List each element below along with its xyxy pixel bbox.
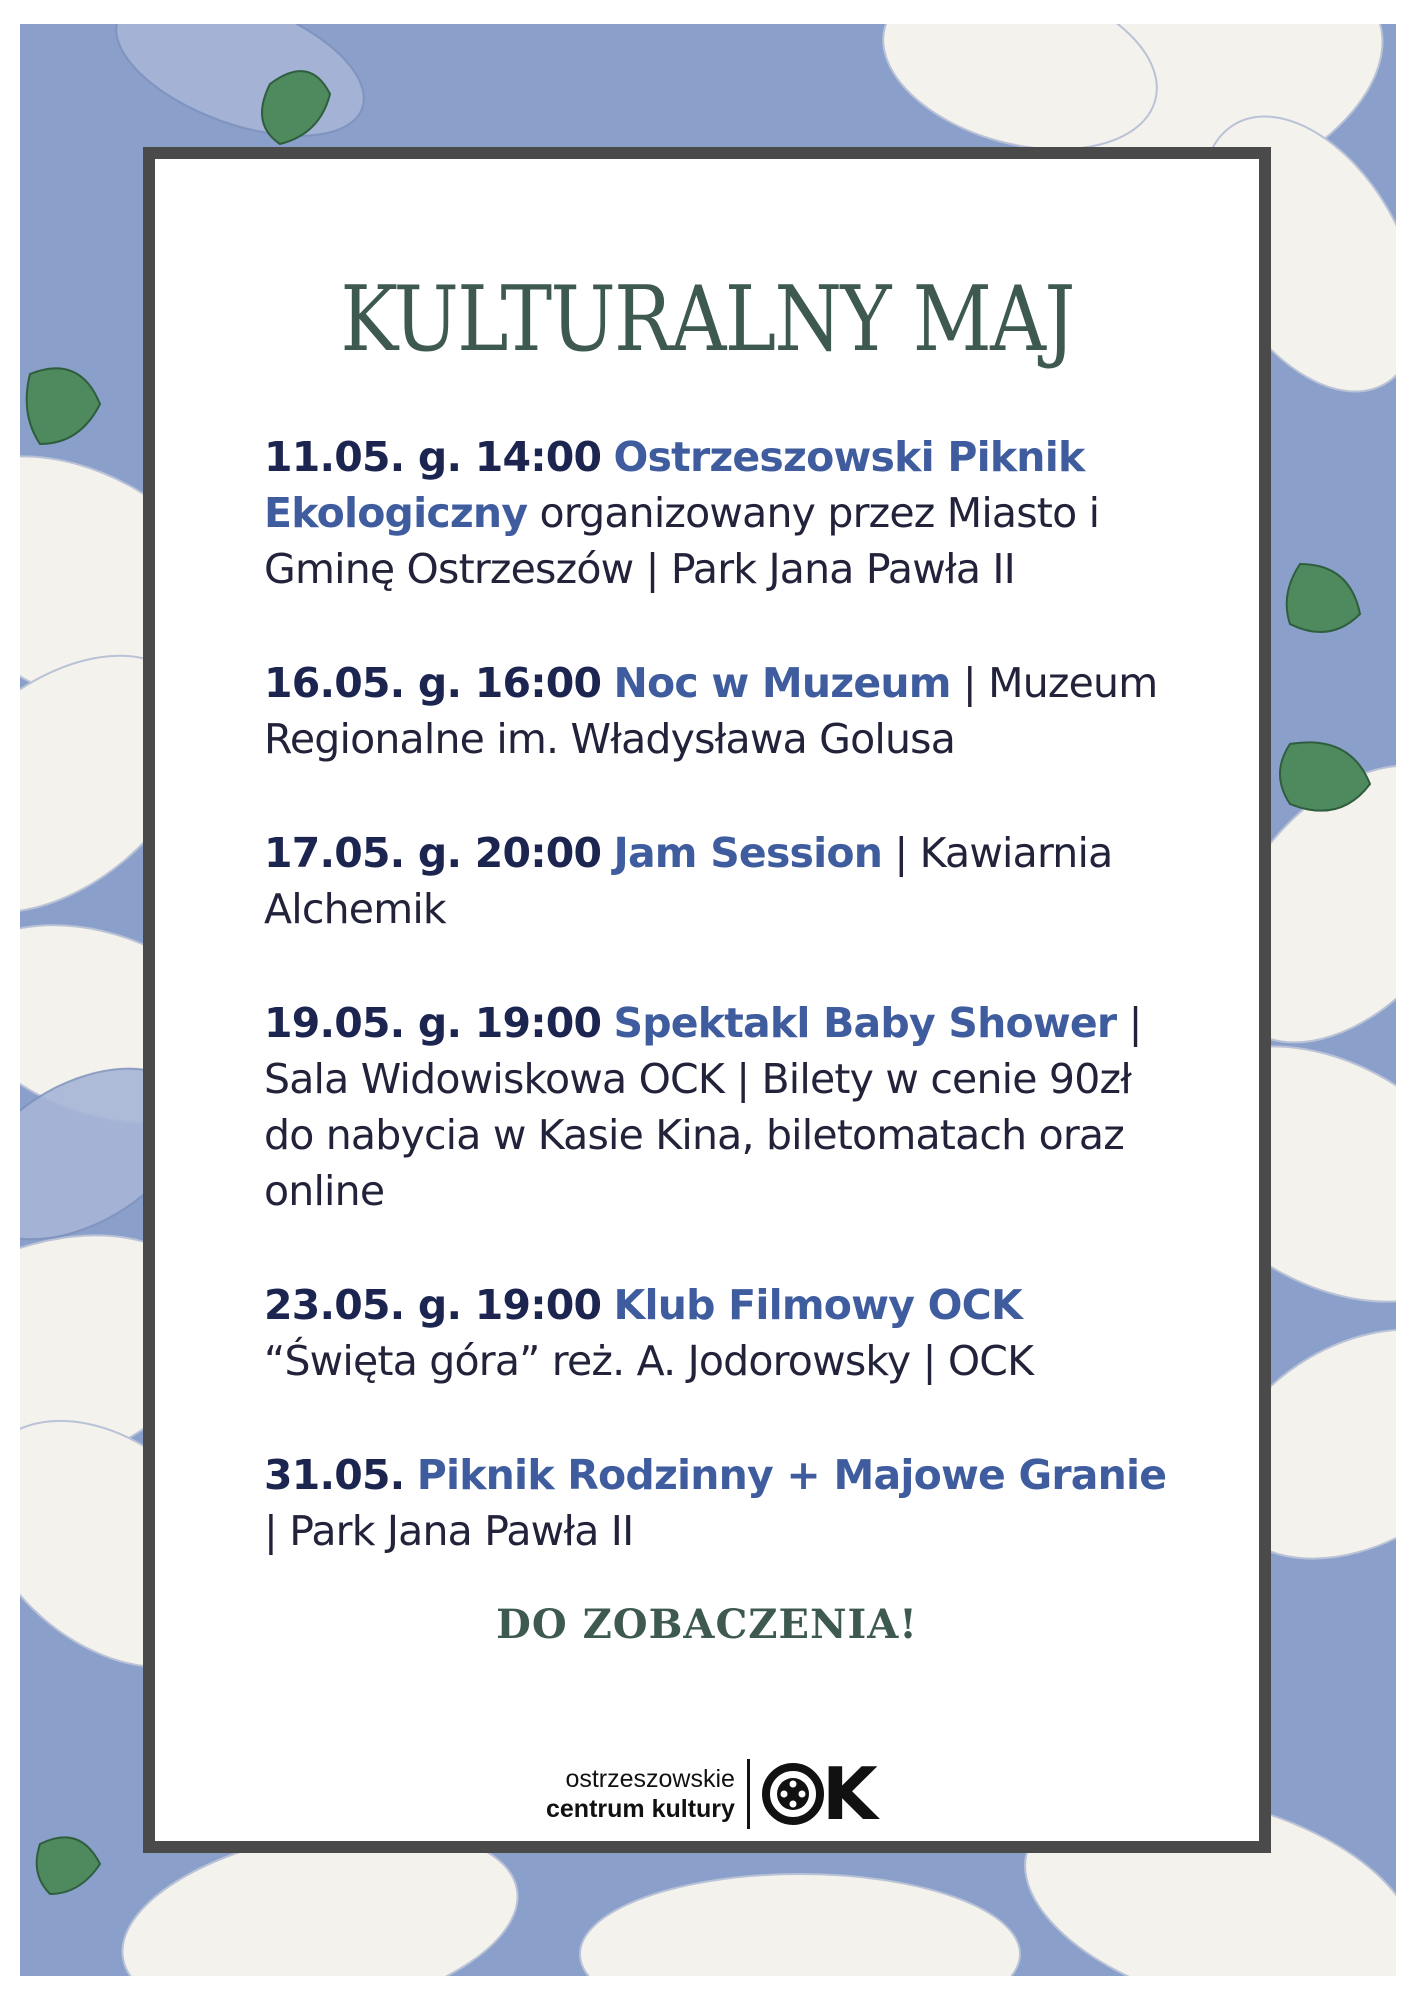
event-item [264, 1447, 1184, 1559]
event-date: 17.05. g. 20:00 [264, 829, 602, 877]
event-description: | Sala Widowiskowa OCK | Bilety w cenie 90zł do nabycia w Kasie Kina, biletomatach oraz online [264, 999, 1142, 1215]
event-item [264, 655, 1184, 767]
event-date: 31.05. [264, 1451, 405, 1499]
event-item [264, 429, 1184, 597]
event-description: | Muzeum Regionalne im. Władysława Golusa [264, 659, 1158, 763]
event-name: Jam Session [613, 829, 883, 877]
event-date: 19.05. g. 19:00 [264, 999, 602, 1047]
logo-divider [747, 1759, 750, 1829]
event-description: | Park Jana Pawła II [264, 1507, 634, 1555]
event-name: Spektakl Baby Shower [613, 999, 1117, 1047]
ok-mark [762, 1752, 876, 1836]
event-item [264, 995, 1184, 1219]
event-name: Noc w Muzeum [613, 659, 951, 707]
closing-text: DO ZOBACZENIA! [496, 1601, 918, 1648]
event-name: Ostrzeszowski Piknik Ekologiczny [264, 433, 1085, 537]
event-description: organizowany przez Miasto i Gminę Ostrzeszów | Park Jana Pawła II [264, 489, 1100, 593]
logo-letter-k: K [821, 1752, 876, 1836]
poster-title: KULTURALNY MAJ [340, 267, 1074, 372]
logo-line-1: ostrzeszowskie [565, 1765, 735, 1793]
event-name: Klub Filmowy OCK [613, 1281, 1022, 1329]
ock-logo [546, 1749, 876, 1839]
event-item [264, 1277, 1184, 1389]
event-card [143, 147, 1271, 1853]
film-reel-o-icon [762, 1763, 824, 1825]
logo-text [546, 1764, 747, 1824]
event-date: 16.05. g. 16:00 [264, 659, 602, 707]
event-list [264, 429, 1184, 1617]
event-item [264, 825, 1184, 937]
event-description: | Kawiarnia Alchemik [264, 829, 1113, 933]
logo-line-2: centrum kultury [546, 1795, 735, 1823]
event-description: “Święta góra” reż. A. Jodorowsky | OCK [264, 1337, 1034, 1385]
event-date: 23.05. g. 19:00 [264, 1281, 602, 1329]
event-name: Piknik Rodzinny + Majowe Granie [416, 1451, 1167, 1499]
event-date: 11.05. g. 14:00 [264, 433, 602, 481]
